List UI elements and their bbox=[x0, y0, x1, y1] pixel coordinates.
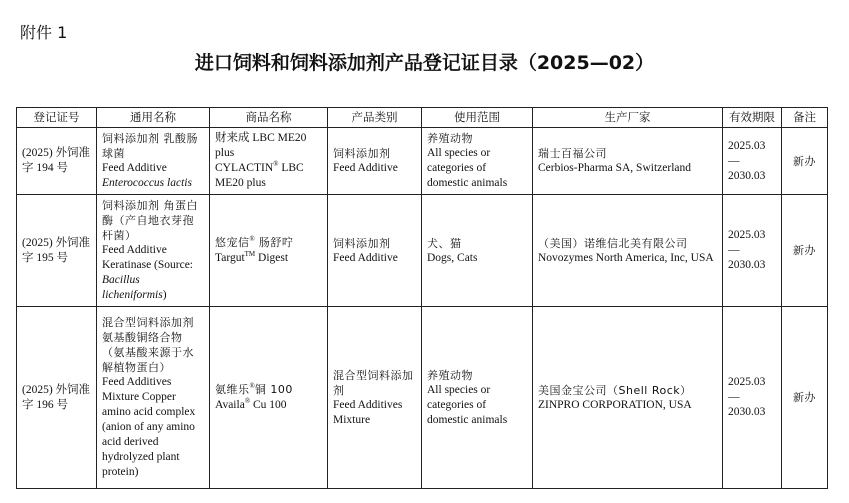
table-row bbox=[17, 128, 828, 195]
scope-cell: 犬、猫 Dogs, Cats bbox=[422, 195, 533, 307]
reg-no-cell: (2025) 外饲准字 195 号 bbox=[17, 195, 97, 307]
manufacturer-cell: 瑞士百福公司 Cerbios-Pharma SA, Switzerland bbox=[533, 128, 723, 195]
col-header: 通用名称 bbox=[97, 108, 210, 128]
manufacturer-cell: （美国）诺维信北美有限公司 Novozymes North America, Inc, USA bbox=[533, 195, 723, 307]
note-cell: 新办 bbox=[782, 195, 828, 307]
validity-cell: 2025.03—2030.03 bbox=[723, 195, 782, 307]
category-cell: 混合型饲料添加剂 Feed Additives Mixture bbox=[328, 307, 422, 489]
scope-cell: 养殖动物 All species or categories of domestic animals bbox=[422, 307, 533, 489]
generic-name-cell: 混合型饲料添加剂 氨基酸铜络合物（氨基酸来源于水解植物蛋白） Feed Additives Mixture Copper amino acid complex (anion of any amino acid derived hydrolyzed plant protein) bbox=[97, 307, 210, 489]
col-header: 备注 bbox=[782, 108, 828, 128]
category-cell: 饲料添加剂 Feed Additive bbox=[328, 128, 422, 195]
validity-cell: 2025.03—2030.03 bbox=[723, 128, 782, 195]
page-title: 进口饲料和饲料添加剂产品登记证目录（2025—02） bbox=[194, 52, 655, 74]
col-header: 商品名称 bbox=[210, 108, 328, 128]
col-header: 有效期限 bbox=[723, 108, 782, 128]
category-cell: 饲料添加剂 Feed Additive bbox=[328, 195, 422, 307]
trade-name-cell: 悠宠信® 肠舒咛 Targut™ Digest bbox=[210, 195, 328, 307]
table-row bbox=[17, 195, 828, 307]
generic-name-cell: 饲料添加剂 乳酸肠球菌 Feed Additive Enterococcus lactis bbox=[97, 128, 210, 195]
table-row bbox=[17, 307, 828, 489]
col-header: 登记证号 bbox=[17, 108, 97, 128]
reg-no-cell: (2025) 外饲准字 194 号 bbox=[17, 128, 97, 195]
table-header-row bbox=[17, 108, 828, 128]
generic-name-cell: 饲料添加剂 角蛋白酶（产自地衣芽孢杆菌） Feed Additive Keratinase (Source: Bacillus licheniformis) bbox=[97, 195, 210, 307]
registration-table bbox=[16, 107, 828, 489]
reg-no-cell: (2025) 外饲准字 196 号 bbox=[17, 307, 97, 489]
col-header: 生产厂家 bbox=[533, 108, 723, 128]
trade-name-cell: 财来成 LBC ME20 plus CYLACTIN® LBC ME20 plus bbox=[210, 128, 328, 195]
col-header: 产品类别 bbox=[328, 108, 422, 128]
note-cell: 新办 bbox=[782, 307, 828, 489]
note-cell: 新办 bbox=[782, 128, 828, 195]
col-header: 使用范围 bbox=[422, 108, 533, 128]
manufacturer-cell: 美国金宝公司（Shell Rock） ZINPRO CORPORATION, USA bbox=[533, 307, 723, 489]
scope-cell: 养殖动物 All species or categories of domestic animals bbox=[422, 128, 533, 195]
attachment-label: 附件 1 bbox=[20, 23, 68, 42]
trade-name-cell: 氨维乐®铜 100 Availa® Cu 100 bbox=[210, 307, 328, 489]
validity-cell: 2025.03—2030.03 bbox=[723, 307, 782, 489]
